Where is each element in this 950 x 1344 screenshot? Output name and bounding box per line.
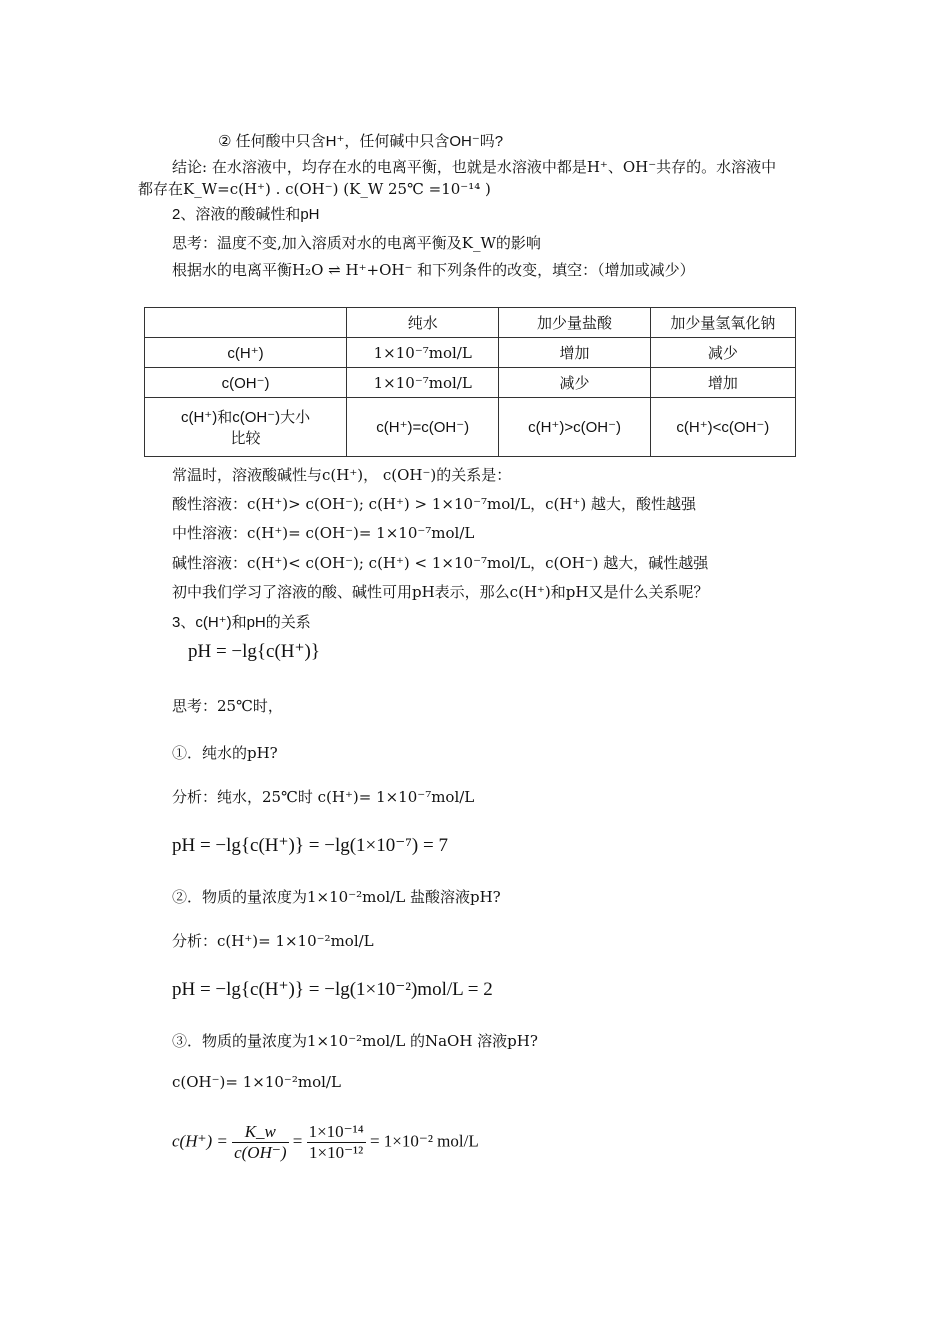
fraction-denominator: c(OH⁻) <box>234 1143 287 1162</box>
table-row <box>145 338 796 368</box>
formula-rhs: = 1×10⁻² mol/L <box>369 1131 479 1151</box>
table-cell: 1×10⁻⁷mol/L <box>347 338 499 368</box>
formula-equals: = <box>292 1131 303 1151</box>
table-cell: c(H⁺) <box>145 338 347 368</box>
conclusion-line-2: 都存在K_W=c(H⁺) . c(OH⁻) (K_W 25℃ =10⁻¹⁴ ) <box>138 180 491 198</box>
think-1: 思考：温度不变,加入溶质对水的电离平衡及K_W的影响 <box>172 234 541 252</box>
table-cell: 增加 <box>650 368 795 398</box>
table-header-cell: 纯水 <box>347 308 499 338</box>
formula-lhs: c(H⁺) = <box>172 1131 228 1151</box>
fraction-values <box>307 1122 366 1163</box>
table-cell: 减少 <box>499 368 650 398</box>
analysis-1: 分析：纯水，25℃时 c(H⁺)= 1×10⁻⁷mol/L <box>172 788 475 806</box>
conclusion-line-1: 结论: 在水溶液中，均存在水的电离平衡，也就是水溶液中都是H⁺、OH⁻共存的。水溶液中 <box>172 158 777 176</box>
formula-pure-water: pH = −lg{c(H⁺)} = −lg(1×10⁻⁷) = 7 <box>172 835 448 856</box>
fraction-kw <box>232 1122 288 1163</box>
formula-hcl: pH = −lg{c(H⁺)} = −lg(1×10⁻²)mol/L = 2 <box>172 979 493 1000</box>
table-cell: 增加 <box>499 338 650 368</box>
neutral-solution: 中性溶液：c(H⁺)= c(OH⁻)= 1×10⁻⁷mol/L <box>172 524 475 542</box>
ph-definition-formula: pH = −lg{c(H⁺)} <box>188 641 321 662</box>
question-pure-water: ①．纯水的pH? <box>172 744 278 762</box>
table-cell: c(H⁺)=c(OH⁻) <box>347 398 499 457</box>
table-header-row <box>145 308 796 338</box>
formula-naoh <box>172 1122 479 1163</box>
basic-solution: 碱性溶液：c(H⁺)< c(OH⁻); c(H⁺) < 1×10⁻⁷mol/L，c(OH⁻) 越大，碱性越强 <box>172 554 709 572</box>
ion-table <box>144 307 796 457</box>
table-cell: c(H⁺)<c(OH⁻) <box>650 398 795 457</box>
question-hcl: ②．物质的量浓度为1×10⁻²mol/L 盐酸溶液pH? <box>172 888 501 906</box>
junior-question: 初中我们学习了溶液的酸、碱性可用pH表示，那么c(H⁺)和pH又是什么关系呢？ <box>172 583 709 601</box>
table-cell: c(H⁺)和c(OH⁻)大小比较 <box>145 398 347 457</box>
analysis-2: 分析：c(H⁺)= 1×10⁻²mol/L <box>172 932 374 950</box>
table-cell: c(H⁺)>c(OH⁻) <box>499 398 650 457</box>
table-cell: c(OH⁻) <box>145 368 347 398</box>
section-2-title: 2、溶液的酸碱性和pH <box>172 206 320 223</box>
fill-prompt: 根据水的电离平衡H₂O ⇌ H⁺+OH⁻ 和下列条件的改变，填空：（增加或减少） <box>172 261 695 279</box>
table-cell: 1×10⁻⁷mol/L <box>347 368 499 398</box>
oh-concentration: c(OH⁻)= 1×10⁻²mol/L <box>172 1073 341 1091</box>
question-naoh: ③．物质的量浓度为1×10⁻²mol/L 的NaOH 溶液pH? <box>172 1032 538 1050</box>
fraction-numerator: K_w <box>232 1122 288 1143</box>
table-row <box>145 398 796 457</box>
section-3-title: 3、c(H⁺)和pH的关系 <box>172 614 311 631</box>
table-cell: 减少 <box>650 338 795 368</box>
table-header-cell: 加少量氢氧化钠 <box>650 308 795 338</box>
fraction-denominator: 1×10⁻¹² <box>309 1143 364 1162</box>
table-row <box>145 368 796 398</box>
acidic-solution: 酸性溶液：c(H⁺)> c(OH⁻); c(H⁺) > 1×10⁻⁷mol/L，c(H⁺) 越大，酸性越强 <box>172 495 696 513</box>
think-2: 思考：25℃时， <box>172 697 283 715</box>
fraction-numerator: 1×10⁻¹⁴ <box>308 1122 364 1141</box>
question-2: ② 任何酸中只含H⁺，任何碱中只含OH⁻吗? <box>218 133 504 150</box>
relation-intro: 常温时，溶液酸碱性与c(H⁺)， c(OH⁻)的关系是： <box>172 466 512 484</box>
table-header-cell: 加少量盐酸 <box>499 308 650 338</box>
table-header-cell <box>145 308 347 338</box>
